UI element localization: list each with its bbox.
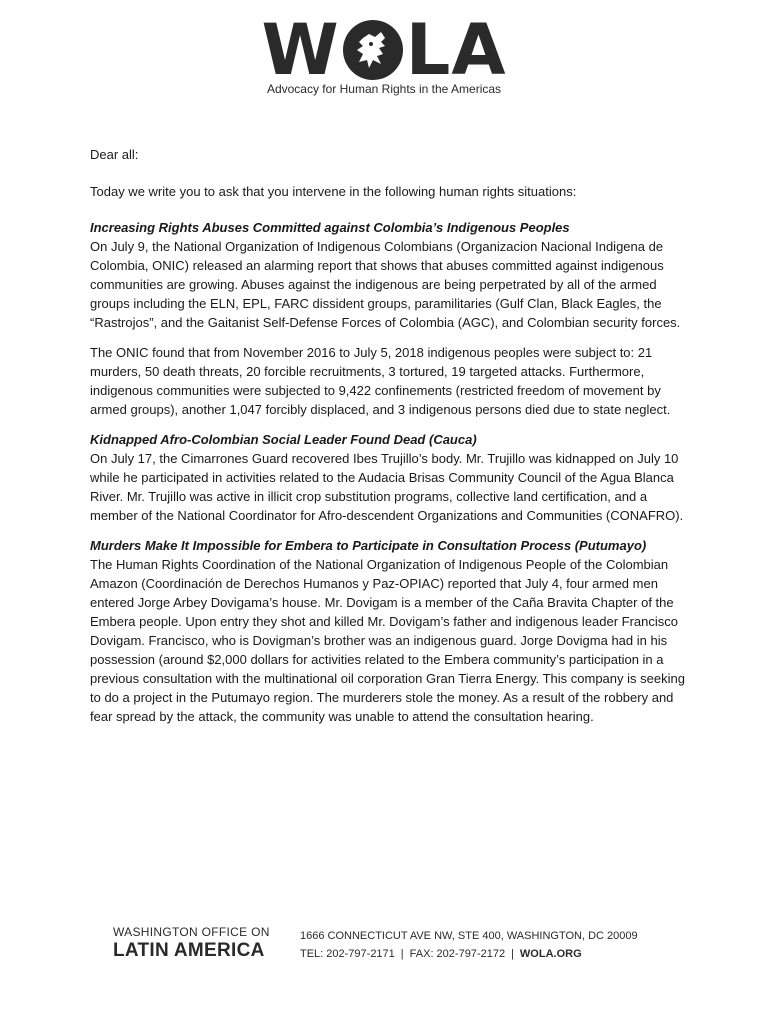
section-afro-colombian [90,430,692,525]
footer-fax: FAX: 202-797-2172 [409,948,506,960]
section-embera [90,536,692,726]
tagline: Advocacy for Human Rights in the Americas [266,82,502,96]
section-paragraph: The ONIC found that from November 2016 to July 5, 2018 indigenous peoples were subject to: 21 murders, 50 death threats, 20 forcible recruitments, 3 tortured, 19 targeted attacks. Furthermore, indigenous communities were subjected to 9,422 confinements (restricted freedom of movement by armed groups), another 1,047 forcibly displaced, and 3 indigenous persons died due to state neglect. [90,345,671,417]
footer-address: 1666 CONNECTICUT AVE NW, STE 400, WASHINGTON, DC 20009 [300,930,638,942]
section-paragraph: On July 17, the Cimarrones Guard recovered Ibes Trujillo’s body. Mr. Trujillo was kidnapped on July 10 while he participated in activities related to the Audacia Brisas Community Council of the Agua Blanca River. Mr. Trujillo was active in illicit crop substitution programs, collective land certification, and a member of the National Coordinator for Afro-descendent Organizations and Communities (CONAFRO). [90,451,684,523]
logo-letters-la: LA [405,9,507,91]
footer-website-link[interactable]: WOLA.ORG [519,948,582,960]
letter-body [90,145,692,737]
logo [0,10,768,90]
footer-separator: | [511,948,514,960]
section-heading: Kidnapped Afro-Colombian Social Leader Found Dead (Cauca) [90,432,477,447]
footer-contact-line [300,945,638,963]
section-heading: Increasing Rights Abuses Committed against Colombia’s Indigenous Peoples [90,220,570,235]
intro-text: Today we write you to ask that you intervene in the following human rights situations: [90,184,577,199]
section-paragraph: On July 9, the National Organization of Indigenous Colombians (Organizacion Nacional Indigena de Colombia, ONIC) released an alarming report that shows that abuses committed against indigenous communities are growing. Abuses against the indigenous are being perpetrated by all of the armed groups including the ELN, EPL, FARC dissident groups, paramilitaries (Gulf Clan, Black Eagles, the “Rastrojos”, and the Gaitanist Self-Defense Forces of Colombia (AGC), and Colombian security forces. [90,239,681,330]
section-indigenous [90,218,692,419]
footer-separator: | [400,948,404,960]
footer [0,925,768,965]
section-paragraph: The Human Rights Coordination of the National Organization of Indigenous People of the Colombian Amazon (Coordinación de Derechos Humanos y Paz-OPIAC) reported that July 4, four armed men entered Jorge Arbey Dovigama’s house. Mr. Dovigam is a member of the Caña Bravita Chapter of the Embera people. Upon entry they shot and killed Mr. Dovigam’s father and indigenous leader Francisco Dovigam. Francisco, who is Dovigman’s brother was an indigenous guard. Jorge Dovigma had in his possession (around $2,000 dollars for activities related to the Embera community’s participation in a previous consultation with the multinational oil corporation Gran Tierra Energy. This company is seeking to do a project in the Putumayo region. The murderers stole the money. As a result of the robbery and fear spread by the attack, the community was unable to attend the consultation hearing. [90,557,685,724]
footer-contact [300,927,638,963]
footer-tel: TEL: 202-797-2171 [300,948,395,960]
footer-org-name [113,925,270,963]
footer-org-line2: LATIN AMERICA [113,940,265,961]
greeting: Dear all: [90,147,139,162]
section-heading: Murders Make It Impossible for Embera to Participate in Consultation Process (Putumayo) [90,538,647,553]
logo-letter-w: W [261,9,340,91]
wola-emblem-icon [341,18,405,82]
footer-org-line1: WASHINGTON OFFICE ON [113,925,270,939]
